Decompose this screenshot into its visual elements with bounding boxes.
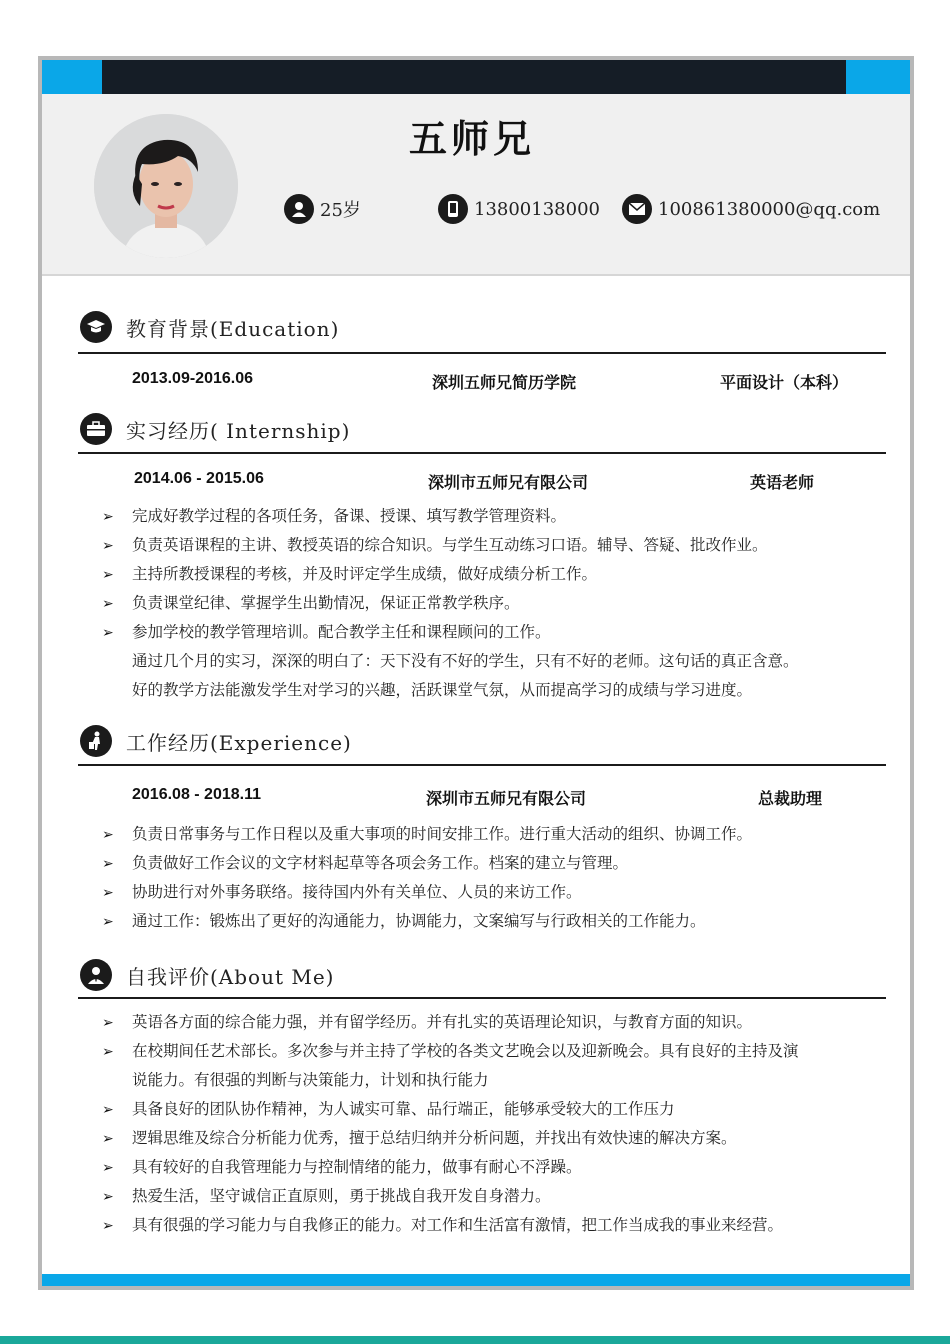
list-item: ➢ 具有很强的学习能力与自我修正的能力。对工作和生活富有激情，把工作当成我的事业来经营。	[102, 1217, 784, 1234]
list-item: ➢ 通过工作：锻炼出了更好的沟通能力，协调能力，文案编写与行政相关的工作能力。	[102, 913, 706, 930]
list-item: ➢ 主持所教授课程的考核，并及时评定学生成绩，做好成绩分析工作。	[102, 566, 598, 583]
list-item: ➢ 负责课堂纪律、掌握学生出勤情况，保证正常教学秩序。	[102, 595, 520, 612]
experience-role: 总裁助理	[758, 791, 823, 808]
internship-heading: 实习经历( Internship)	[80, 413, 350, 445]
top-accent-bar	[42, 60, 910, 94]
person-icon	[284, 194, 314, 224]
internship-company: 深圳市五师兄有限公司	[428, 475, 589, 492]
about-list	[102, 1008, 799, 1240]
list-item: ➢ 英语各方面的综合能力强，并有留学经历。并有扎实的英语理论知识，与教育方面的知识。	[102, 1014, 753, 1031]
divider	[78, 764, 886, 766]
user-tie-icon	[80, 959, 112, 991]
education-period: 2013.09-2016.06	[132, 370, 253, 387]
divider	[78, 352, 886, 354]
internship-duties	[102, 502, 768, 647]
mail-icon	[622, 194, 652, 224]
bottom-accent-bar	[42, 1274, 910, 1286]
list-item: ➢ 协助进行对外事务联络。接待国内外有关单位、人员的来访工作。	[102, 884, 582, 901]
internship-note-line2: 好的教学方法能激发学生对学习的兴趣，活跃课堂气氛，从而提高学习的成绩与学习进度。	[132, 682, 753, 699]
list-item: ➢ 负责英语课程的主讲、教授英语的综合知识。与学生互动练习口语。辅导、答疑、批改作业。	[102, 537, 768, 554]
internship-period: 2014.06 - 2015.06	[134, 470, 264, 487]
email-value[interactable]: 100861380000@qq.com	[658, 198, 881, 220]
list-item: ➢ 具备良好的团队协作精神，为人诚实可靠、品行端正，能够承受较大的工作压力	[102, 1101, 675, 1118]
about-heading: 自我评价(About Me)	[80, 959, 334, 991]
list-item: ➢ 负责做好工作会议的文字材料起草等各项会务工作。档案的建立与管理。	[102, 855, 629, 872]
education-heading: 教育背景(Education)	[80, 311, 339, 343]
graduation-cap-icon	[80, 311, 112, 343]
avatar	[94, 114, 238, 258]
resume-page	[38, 56, 914, 1290]
list-item-continuation: 说能力。有很强的判断与决策能力，计划和执行能力	[132, 1072, 489, 1089]
list-item: ➢ 完成好教学过程的各项任务，备课、授课、填写教学管理资料。	[102, 508, 567, 525]
age-info	[284, 194, 361, 224]
age-value: 25岁	[320, 200, 361, 221]
page-footer-strip	[0, 1336, 950, 1344]
divider	[78, 997, 886, 999]
experience-company: 深圳市五师兄有限公司	[426, 791, 587, 808]
phone-icon	[438, 194, 468, 224]
phone-info	[438, 194, 600, 224]
experience-heading: 工作经历(Experience)	[80, 725, 352, 757]
email-info	[622, 194, 880, 224]
list-item: ➢ 热爱生活，坚守诚信正直原则，勇于挑战自我开发自身潜力。	[102, 1188, 551, 1205]
education-major: 平面设计（本科）	[720, 375, 849, 392]
divider	[78, 452, 886, 454]
profile-header	[42, 94, 910, 276]
briefcase-icon	[80, 413, 112, 445]
experience-period: 2016.08 - 2018.11	[132, 786, 262, 803]
internship-role: 英语老师	[750, 475, 815, 492]
list-item: ➢ 在校期间任艺术部长。多次参与并主持了学校的各类文艺晚会以及迎新晚会。具有良好的主持及演	[102, 1043, 799, 1060]
list-item: ➢ 逻辑思维及综合分析能力优秀，擅于总结归纳并分析问题，并找出有效快速的解决方案。	[102, 1130, 737, 1147]
phone-value: 13800138000	[474, 198, 600, 220]
list-item: ➢ 具有较好的自我管理能力与控制情绪的能力，做事有耐心不浮躁。	[102, 1159, 582, 1176]
list-item: ➢ 参加学校的教学管理培训。配合教学主任和课程顾问的工作。	[102, 624, 551, 641]
experience-duties	[102, 820, 752, 936]
list-item: ➢ 负责日常事务与工作日程以及重大事项的时间安排工作。进行重大活动的组织、协调工作。	[102, 826, 753, 843]
candidate-name: 五师兄	[408, 116, 535, 161]
internship-note-line1: 通过几个月的实习，深深的明白了：天下没有不好的学生，只有不好的老师。这句话的真正含意。	[132, 653, 799, 670]
worker-icon	[80, 725, 112, 757]
education-school: 深圳五师兄简历学院	[432, 375, 577, 392]
